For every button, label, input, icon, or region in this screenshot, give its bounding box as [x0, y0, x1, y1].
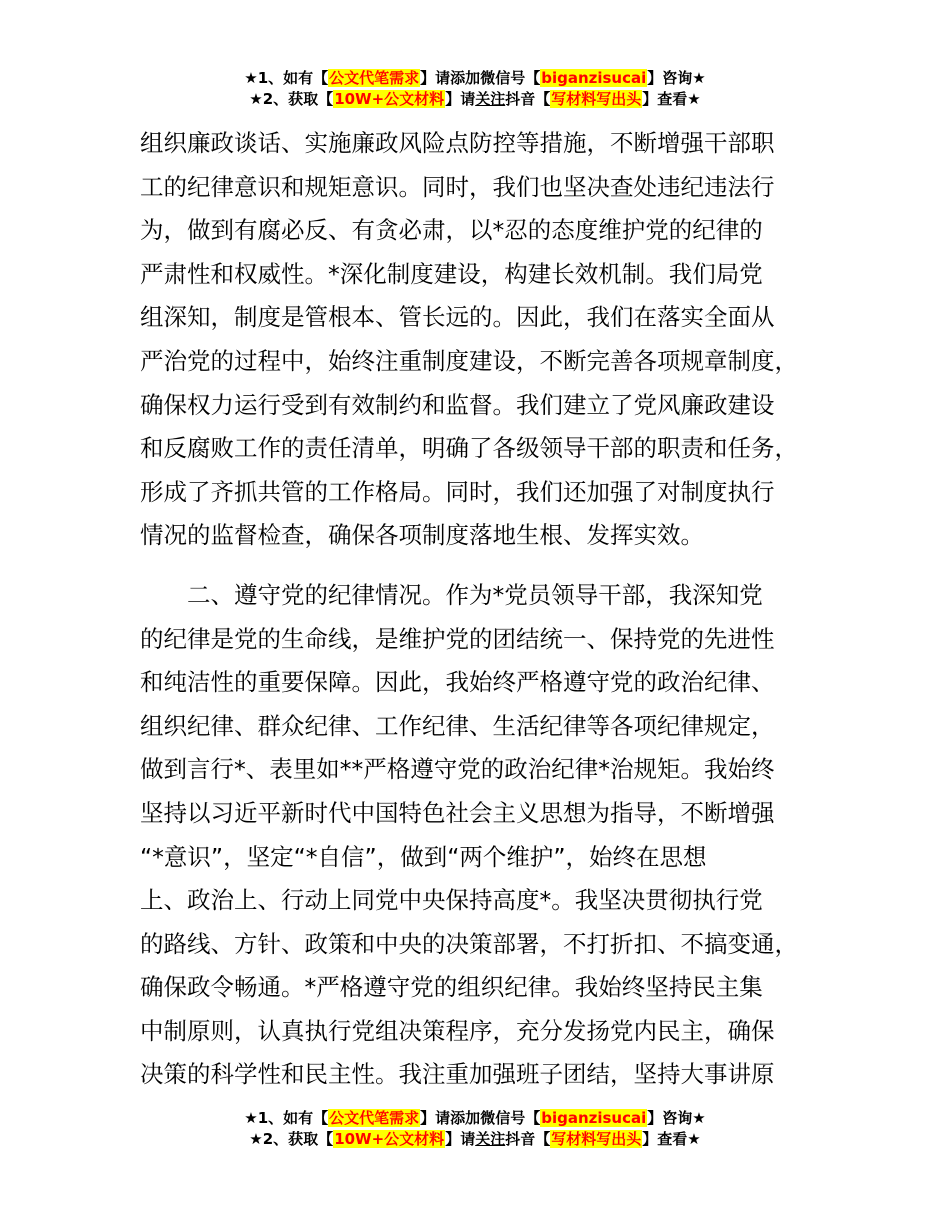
text-line: 确保政令畅通。*严格遵守党的组织纪律。我始终坚持民主集 [140, 973, 763, 1002]
highlight-ghostwriting: 公文代笔需求 [329, 69, 420, 87]
text-line: 和反腐败工作的责任清单，明确了各级领导干部的职责和任务， [140, 434, 798, 463]
text-line: 上、政治上、行动上同党中央保持高度*。我坚决贯彻执行党 [140, 886, 763, 915]
footer-banner [0, 1108, 950, 1150]
text-line: 的路线、方针、政策和中央的决策部署，不打折扣、不搞变通， [140, 929, 798, 958]
banner-line-2: ★2、获取【10W+公文材料】请关注抖音【写材料写出头】查看★ [249, 90, 701, 108]
highlight-materials: 10W+公文材料 [334, 90, 445, 108]
text-line: 做到言行*、表里如**严格遵守党的政治纪律*治规矩。我始终 [140, 755, 775, 784]
banner-line-1: ★1、如有【公文代笔需求】请添加微信号【biganzisucai】咨询★ [244, 1109, 706, 1127]
document-body [140, 122, 840, 1097]
text-line: 和纯洁性的重要保障。因此，我始终严格遵守党的政治纪律、 [140, 668, 775, 697]
paragraph-1 [140, 122, 840, 558]
text-line: 坚持以习近平新时代中国特色社会主义思想为指导，不断增强 [140, 798, 775, 827]
text-line: 确保权力运行受到有效制约和监督。我们建立了党风廉政建设 [140, 390, 775, 419]
text-line: 严肃性和权威性。*深化制度建设，构建长效机制。我们局党 [140, 259, 763, 288]
highlight-douyin: 写材料写出头 [551, 90, 642, 108]
paragraph-2 [140, 574, 840, 1097]
highlight-wechat-id: biganzisucai [541, 69, 647, 87]
text-line: 形成了齐抓共管的工作格局。同时，我们还加强了对制度执行 [140, 477, 775, 506]
text-line: 为，做到有腐必反、有贪必肃，以*忍的态度维护党的纪律的 [140, 216, 763, 245]
text-line: 严治党的过程中，始终注重制度建设，不断完善各项规章制度， [140, 346, 798, 375]
text-line: 二、遵守党的纪律情况。作为*党员领导干部，我深知党 [187, 580, 763, 609]
text-line: 组深知，制度是管根本、管长远的。因此，我们在落实全面从 [140, 303, 775, 332]
paragraph-spacer [140, 558, 840, 574]
text-line: “*意识”，坚定“*自信”，做到“两个维护”，始终在思想 [140, 842, 707, 871]
banner-line-1: ★1、如有【公文代笔需求】请添加微信号【biganzisucai】咨询★ [244, 69, 706, 87]
text-line: 工的纪律意识和规矩意识。同时，我们也坚决查处违纪违法行 [140, 172, 775, 201]
text-line: 组织廉政谈话、实施廉政风险点防控等措施，不断增强干部职 [140, 129, 775, 157]
header-banner [0, 68, 950, 110]
text-line: 决策的科学性和民主性。我注重加强班子团结，坚持大事讲原 [140, 1060, 775, 1089]
text-line: 组织纪律、群众纪律、工作纪律、生活纪律等各项纪律规定， [140, 711, 775, 740]
highlight-wechat-id: biganzisucai [541, 1109, 647, 1127]
highlight-douyin: 写材料写出头 [551, 1130, 642, 1148]
banner-line-2: ★2、获取【10W+公文材料】请关注抖音【写材料写出头】查看★ [249, 1130, 701, 1148]
text-line: 中制原则，认真执行党组决策程序，充分发扬党内民主，确保 [140, 1016, 775, 1045]
highlight-materials: 10W+公文材料 [334, 1130, 445, 1148]
text-line: 的纪律是党的生命线，是维护党的团结统一、保持党的先进性 [140, 624, 775, 653]
text-line: 情况的监督检查，确保各项制度落地生根、发挥实效。 [140, 521, 704, 550]
highlight-ghostwriting: 公文代笔需求 [329, 1109, 420, 1127]
